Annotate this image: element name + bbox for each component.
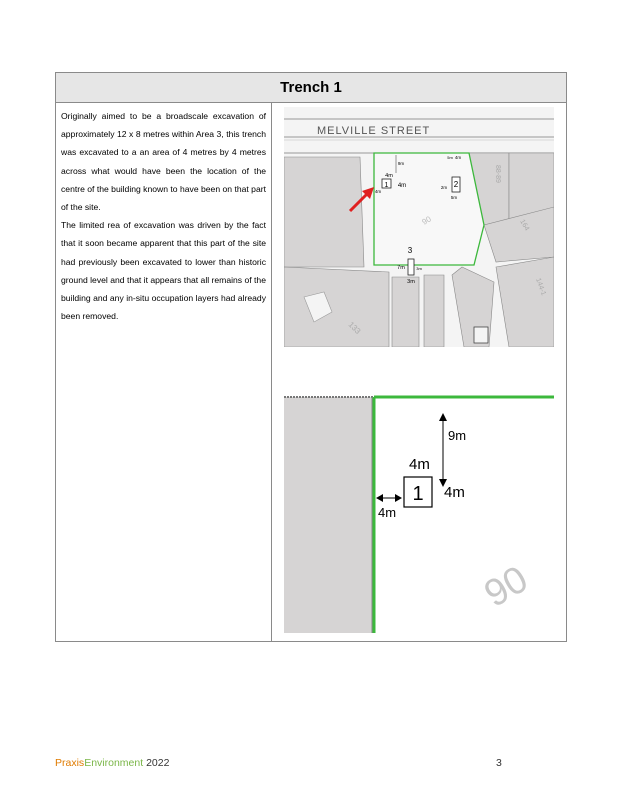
paragraph-2: The limited rea of excavation was driven by the fact that it soon became apparent that this part of the site had previously been excavated to lower than historic ground level and that it appears that all remains of the building and any in-situ occupation layers had already been removed.: [61, 220, 266, 322]
detail-map-svg: [284, 393, 554, 633]
neighbour-label-1: 88-89: [494, 165, 501, 183]
neighbour-label-3: 144-1: [534, 277, 547, 297]
detail-trench-label: 1: [412, 483, 424, 505]
trench-2-offset: 5m: [447, 155, 453, 160]
section-title: Trench 1: [280, 79, 342, 96]
paragraph-1: Originally aimed to be a broadscale excavation of approximately 12 x 8 metres within Area 3, this trench was excavated to a an area of 4 metres by 4 metres across what would have been the location of the centre of the building known to have been on that part of the site.: [61, 111, 266, 213]
trench-1-offset: 9m: [397, 161, 405, 166]
neighbour-label-4: 133: [346, 320, 363, 336]
trench-2-edge: 2m: [440, 185, 448, 190]
footer-year: 2022: [146, 757, 170, 769]
trench-1-edge: 4m: [374, 189, 382, 194]
column-divider: [271, 103, 272, 641]
footer-brand: [55, 757, 169, 769]
page-number: 3: [496, 757, 502, 769]
trench-3-label: 3: [407, 246, 413, 255]
trench-1-label: 1: [384, 182, 389, 189]
detail-offset-top: 9m: [448, 428, 467, 443]
detail-width: 4m: [409, 456, 430, 473]
trench-2-height: 5m: [450, 195, 458, 200]
trench-3-width: 3m: [407, 279, 415, 285]
street-name: MELVILLE STREET: [317, 125, 431, 137]
plot-number: 90: [420, 214, 433, 227]
trench-1-height: 4m: [397, 183, 407, 189]
detail-plot-number: 90: [477, 558, 536, 616]
trench-3-height: 7m: [397, 265, 405, 271]
trench-2-width: 4m: [454, 155, 462, 160]
trench-3-edge: 3m: [416, 266, 422, 271]
brand-praxis: Praxis: [55, 757, 85, 769]
table-header: [56, 73, 566, 103]
brand-environment: Environment: [84, 757, 144, 769]
site-map-detail: [284, 393, 554, 633]
detail-offset-left: 4m: [378, 505, 397, 520]
trench-2-label: 2: [453, 180, 459, 189]
neighbour-label-2: 164: [518, 218, 531, 233]
description-cell: [61, 107, 266, 325]
site-map-overview: [284, 107, 554, 347]
site-map-svg: [284, 107, 554, 347]
trench-1-width: 4m: [385, 173, 393, 179]
detail-height: 4m: [444, 484, 465, 501]
